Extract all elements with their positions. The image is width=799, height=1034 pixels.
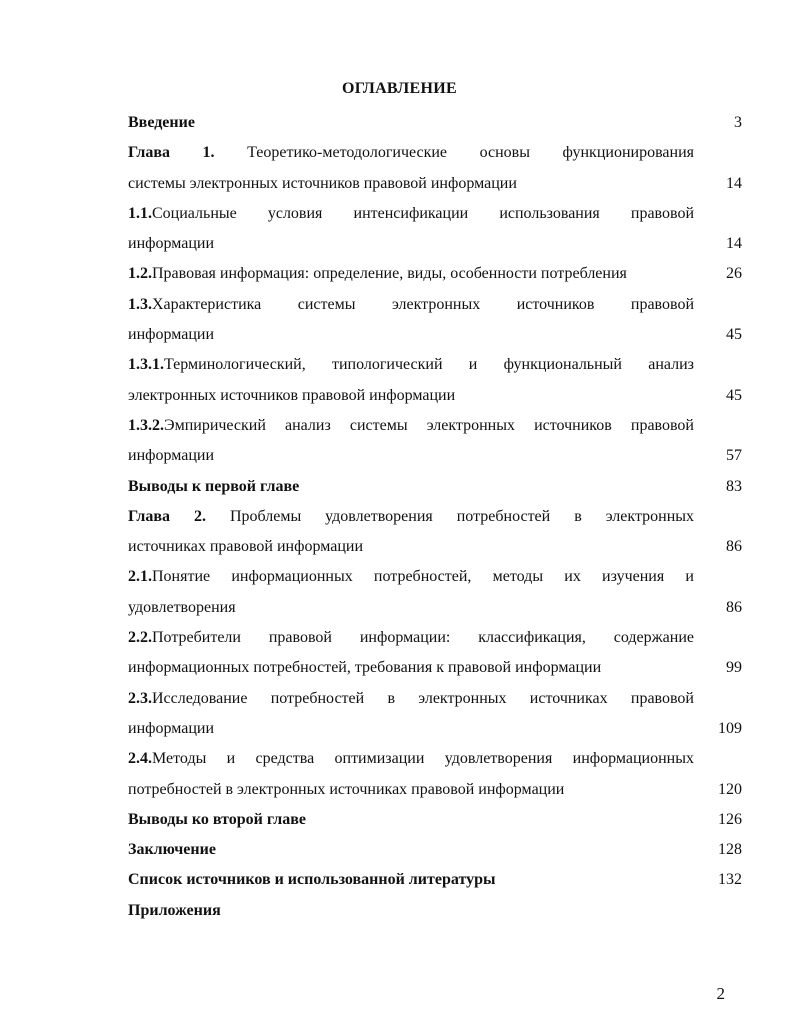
toc-entry-number: 2.4. (128, 750, 152, 768)
toc-entry-page: 3 (734, 114, 742, 131)
toc-entry-text (128, 502, 694, 563)
toc-entry-line (128, 502, 694, 532)
toc-entry (128, 623, 742, 684)
toc-entry-page: 45 (726, 386, 742, 404)
toc-entry-line (128, 411, 694, 441)
toc-entry-number: 1.3.2. (128, 416, 164, 434)
toc-entry-line (128, 229, 694, 259)
toc-entry-page: 57 (726, 447, 742, 465)
toc-entry-text (128, 684, 694, 745)
toc-entry-line-text: Исследование потребностей в электронных источниках правовой (152, 689, 694, 707)
toc-entry-text (128, 896, 694, 926)
toc-entry (128, 259, 742, 289)
toc-entry-page: 99 (726, 659, 742, 677)
toc-entry-page: 132 (718, 871, 742, 889)
toc-entry-line (128, 744, 694, 774)
toc-entry-line (128, 108, 694, 138)
page-number: 2 (716, 984, 725, 1003)
toc-entry-line (128, 714, 694, 744)
toc-entry-text (128, 138, 694, 199)
toc-entry-number: 1.3.1. (128, 356, 164, 374)
toc-entry-text (128, 835, 694, 865)
toc-entry-line-text: информационных потребностей, требования к правовой информации (128, 659, 602, 677)
toc-entry-text (128, 562, 694, 623)
toc-entry-number: 2.2. (128, 629, 152, 647)
toc-entry-line-text: потребностей в электронных источниках правовой информации (128, 780, 565, 798)
toc-entry (128, 138, 742, 199)
toc-entry-text (128, 350, 694, 411)
toc-entry-page: 109 (718, 719, 742, 737)
toc-entry-text (128, 744, 694, 805)
toc-entry-line (128, 805, 694, 835)
toc-entry-line-text: Характеристика системы электронных источников правовой (152, 295, 694, 313)
toc-entry-line (128, 199, 694, 229)
toc-entry (128, 805, 742, 835)
toc-entry-line (128, 623, 694, 653)
toc-entry-text (128, 472, 694, 502)
toc-entry-page: 14 (726, 174, 742, 192)
toc-entry-line-text: Введение (128, 114, 195, 131)
toc-entry-page: 83 (726, 477, 742, 495)
toc-entry-page: 128 (718, 841, 742, 859)
toc-entry-line (128, 684, 694, 714)
toc-entry-line-text: Список источников и использованной литературы (128, 871, 496, 889)
table-of-contents (128, 108, 742, 926)
toc-entry-line-text: информации (128, 235, 215, 253)
toc-entry-text (128, 199, 694, 260)
toc-entry-line (128, 896, 694, 926)
toc-entry-text (128, 259, 694, 289)
toc-entry-page: 45 (726, 326, 742, 344)
toc-entry-line (128, 532, 694, 562)
toc-entry-line (128, 472, 694, 502)
toc-entry (128, 865, 742, 895)
toc-entry-page: 26 (726, 265, 742, 283)
toc-entry-number: 2.3. (128, 689, 152, 707)
toc-entry-page: 86 (726, 598, 742, 616)
toc-entry-line-text: Понятие информационных потребностей, методы их изучения и (152, 568, 694, 586)
toc-entry-line (128, 562, 694, 592)
toc-entry-text (128, 411, 694, 472)
toc-entry-line-text: Правовая информация: определение, виды, особенности потребления (152, 265, 627, 283)
toc-entry (128, 411, 742, 472)
toc-entry-number: 1.1. (128, 204, 152, 222)
toc-title: ОГЛАВЛЕНИЕ (342, 80, 457, 97)
toc-entry (128, 684, 742, 745)
toc-entry-line-text: информации (128, 326, 215, 344)
toc-entry-line (128, 320, 694, 350)
toc-entry-line (128, 350, 694, 380)
toc-entry-line-text: источниках правовой информации (128, 538, 364, 556)
toc-entry-line-text: Выводы ко второй главе (128, 810, 307, 828)
toc-entry (128, 896, 742, 926)
toc-entry-number: 1.2. (128, 265, 152, 283)
toc-entry-line (128, 593, 694, 623)
toc-entry-line (128, 441, 694, 471)
toc-entry-line (128, 775, 694, 805)
toc-entry-page: 86 (726, 538, 742, 556)
toc-entry-line-text: Терминологический, типологический и функциональный анализ (164, 356, 694, 374)
toc-entry-line (128, 653, 694, 683)
toc-entry-line-text: Приложения (128, 901, 221, 919)
toc-entry-page: 120 (718, 780, 742, 798)
toc-entry-line-text: системы электронных источников правовой информации (128, 174, 517, 192)
toc-entry-number: Глава 2. (128, 507, 206, 525)
toc-entry-number: 1.3. (128, 295, 152, 313)
toc-entry-line-text: Социальные условия интенсификации использования правовой (152, 204, 694, 222)
toc-entry-page: 14 (726, 235, 742, 253)
toc-entry-text (128, 623, 694, 684)
toc-entry-line-text: Заключение (128, 841, 216, 859)
toc-entry-number: 2.1. (128, 568, 152, 586)
toc-entry-line (128, 381, 694, 411)
toc-entry-line-text: Эмпирический анализ системы электронных источников правовой (164, 416, 694, 434)
toc-entry (128, 744, 742, 805)
toc-entry-line-text: информации (128, 719, 215, 737)
toc-entry-line-text: Методы и средства оптимизации удовлетворения информационных (152, 750, 694, 768)
toc-entry-line-text: Теоретико-методологические основы функционирования (247, 144, 695, 162)
toc-entry (128, 108, 742, 138)
toc-entry (128, 472, 742, 502)
toc-entry-line (128, 169, 694, 199)
toc-entry (128, 502, 742, 563)
toc-entry (128, 199, 742, 260)
toc-entry-text (128, 805, 694, 835)
toc-entry-line (128, 259, 694, 289)
toc-entry-line (128, 835, 694, 865)
toc-entry-line-text: Потребители правовой информации: классификация, содержание (152, 629, 694, 647)
toc-entry-line (128, 138, 694, 168)
toc-entry-text (128, 290, 694, 351)
toc-entry-line-text: информации (128, 447, 215, 465)
toc-entry-number: Глава 1. (128, 144, 215, 162)
toc-entry (128, 835, 742, 865)
toc-entry-line-text: удовлетворения (128, 598, 236, 616)
toc-entry-line (128, 865, 694, 895)
toc-entry-text (128, 865, 694, 895)
toc-entry-text (128, 108, 694, 138)
toc-entry (128, 290, 742, 351)
toc-entry-line-text: Выводы к первой главе (128, 477, 300, 495)
toc-entry-line-text: Проблемы удовлетворения потребностей в электронных (229, 507, 694, 525)
toc-entry-line-text: электронных источников правовой информации (128, 386, 456, 404)
toc-entry (128, 350, 742, 411)
toc-entry-page: 126 (718, 810, 742, 828)
toc-entry (128, 562, 742, 623)
toc-entry-line (128, 290, 694, 320)
